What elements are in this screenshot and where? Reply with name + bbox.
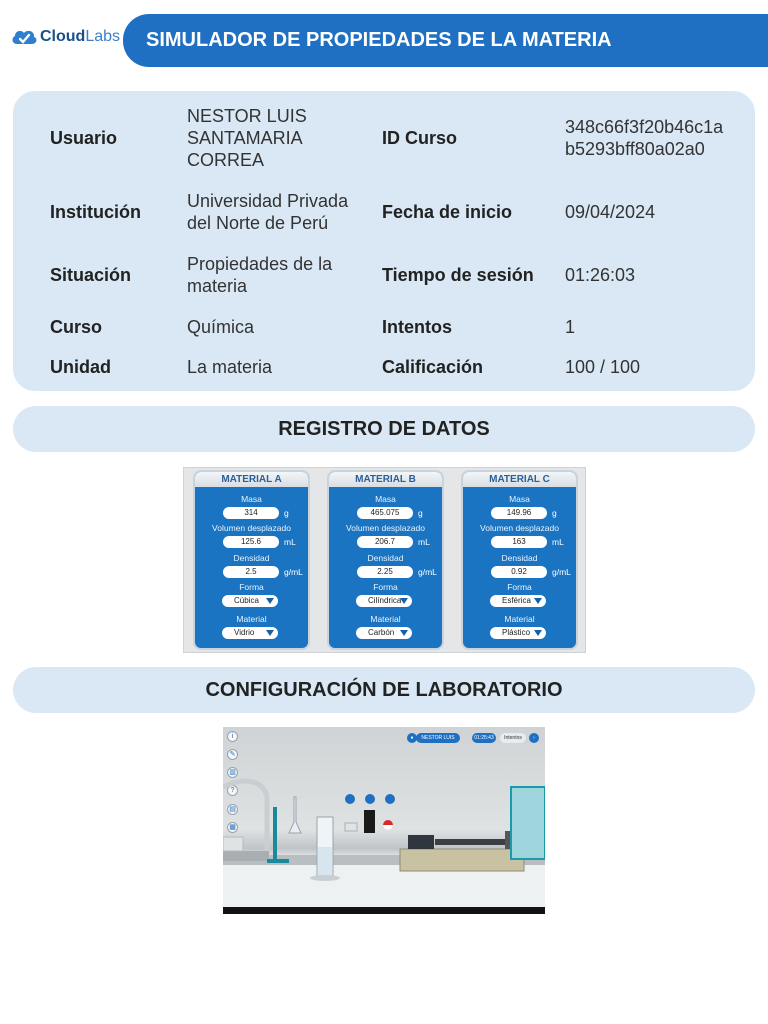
densidad-unit: g/mL <box>552 567 571 577</box>
chevron-down-icon <box>266 630 274 636</box>
cloudlabs-logo <box>10 26 120 48</box>
masa-unit: g <box>552 508 557 518</box>
lab-scene-drawing <box>223 727 545 914</box>
user-icon: ● <box>407 733 417 743</box>
section-registro <box>13 406 755 452</box>
densidad-field[interactable]: 0.92 <box>491 566 547 578</box>
intentos-label: Intentos <box>382 317 452 337</box>
forma-select[interactable]: Cúbica <box>222 595 278 607</box>
volumen-field[interactable]: 125.6 <box>223 536 279 548</box>
curso-value: Química <box>187 317 255 337</box>
idcurso-label: ID Curso <box>382 128 458 148</box>
material-select[interactable]: Carbón <box>356 627 412 639</box>
tiempo-value: 01:26:03 <box>565 265 636 285</box>
material-b-title: MATERIAL B <box>329 472 442 487</box>
menu-icon[interactable]: › <box>529 733 539 743</box>
volumen-field[interactable]: 163 <box>491 536 547 548</box>
curso-label: Curso <box>50 317 103 337</box>
cloud-icon <box>10 26 38 48</box>
unidad-value: La materia <box>187 357 273 377</box>
material-b-card <box>327 470 444 650</box>
forma-label: Forma <box>239 582 264 592</box>
material-c-card <box>461 470 578 650</box>
material-a-card <box>193 470 310 650</box>
fecha-value: 09/04/2024 <box>565 202 656 222</box>
volumen-label: Volumen desplazado <box>212 523 291 533</box>
volumen-unit: mL <box>418 537 430 547</box>
chevron-down-icon <box>534 630 542 636</box>
title-bar <box>123 14 768 67</box>
material-label: Material <box>370 614 401 624</box>
lab-user-badge: NESTOR LUIS <box>416 733 460 743</box>
material-a-title: MATERIAL A <box>195 472 308 487</box>
situacion-label: Situación <box>50 265 132 285</box>
densidad-unit: g/mL <box>284 567 303 577</box>
tiempo-label: Tiempo de sesión <box>382 265 534 285</box>
book-icon[interactable]: ▤ <box>227 804 238 815</box>
lab-floor <box>223 907 545 914</box>
lab-time-badge: 01:25:43 <box>472 733 496 743</box>
calificacion-value: 100 / 100 <box>565 357 641 377</box>
chevron-down-icon <box>266 598 274 604</box>
volumen-unit: mL <box>284 537 296 547</box>
chevron-down-icon <box>400 630 408 636</box>
volumen-label: Volumen desplazado <box>346 523 425 533</box>
material-label: Material <box>236 614 267 624</box>
lab-extra-badge: Intentos <box>500 733 526 743</box>
masa-label: Masa <box>241 494 262 504</box>
section-configuracion <box>13 667 755 713</box>
idcurso-value: 348c66f3f20b46c1a b5293bff80a02a0 <box>565 117 724 159</box>
forma-label: Forma <box>373 582 398 592</box>
masa-field[interactable]: 465.075 <box>357 507 413 519</box>
masa-label: Masa <box>375 494 396 504</box>
masa-unit: g <box>418 508 423 518</box>
material-c-title: MATERIAL C <box>463 472 576 487</box>
institucion-label: Institución <box>50 202 141 222</box>
situacion-value: Propiedades de la materia <box>187 254 333 296</box>
pencil-icon[interactable]: ✎ <box>227 749 238 760</box>
volumen-unit: mL <box>552 537 564 547</box>
densidad-label: Densidad <box>233 553 270 563</box>
forma-label: Forma <box>507 582 532 592</box>
unidad-label: Unidad <box>50 357 111 377</box>
intentos-value: 1 <box>565 317 576 337</box>
material-select[interactable]: Vidrio <box>222 627 278 639</box>
lab-scene-image <box>223 727 545 914</box>
material-label: Material <box>504 614 535 624</box>
chevron-down-icon <box>534 598 542 604</box>
volumen-label: Volumen desplazado <box>480 523 559 533</box>
masa-label: Masa <box>509 494 530 504</box>
usuario-label: Usuario <box>50 128 118 148</box>
section-configuracion-title: CONFIGURACIÓN DE LABORATORIO <box>205 678 563 701</box>
institucion-value: Universidad Privada del Norte de Perú <box>187 191 349 233</box>
page-title: SIMULADOR DE PROPIEDADES DE LA MATERIA <box>146 29 612 51</box>
densidad-field[interactable]: 2.25 <box>357 566 413 578</box>
info-card <box>13 91 755 391</box>
forma-select[interactable]: Cilíndrica <box>356 595 412 607</box>
masa-field[interactable]: 149.96 <box>491 507 547 519</box>
logo-text: CloudLabs <box>40 28 121 45</box>
help-icon[interactable]: ? <box>227 785 238 796</box>
forma-select[interactable]: Esférica <box>490 595 546 607</box>
masa-field[interactable]: 314 <box>223 507 279 519</box>
densidad-unit: g/mL <box>418 567 437 577</box>
densidad-field[interactable]: 2.5 <box>223 566 279 578</box>
data-record-panel <box>183 467 586 653</box>
calificacion-label: Calificación <box>382 357 484 377</box>
table-icon[interactable]: ▦ <box>227 822 238 833</box>
section-registro-title: REGISTRO DE DATOS <box>278 417 490 440</box>
trash-icon[interactable]: ▥ <box>227 767 238 778</box>
densidad-label: Densidad <box>501 553 538 563</box>
masa-unit: g <box>284 508 289 518</box>
material-select[interactable]: Plástico <box>490 627 546 639</box>
densidad-label: Densidad <box>367 553 404 563</box>
fecha-label: Fecha de inicio <box>382 202 513 222</box>
info-icon[interactable]: i <box>227 731 238 742</box>
chevron-down-icon <box>400 598 408 604</box>
volumen-field[interactable]: 206.7 <box>357 536 413 548</box>
usuario-value: NESTOR LUIS SANTAMARIA CORREA <box>187 106 307 170</box>
